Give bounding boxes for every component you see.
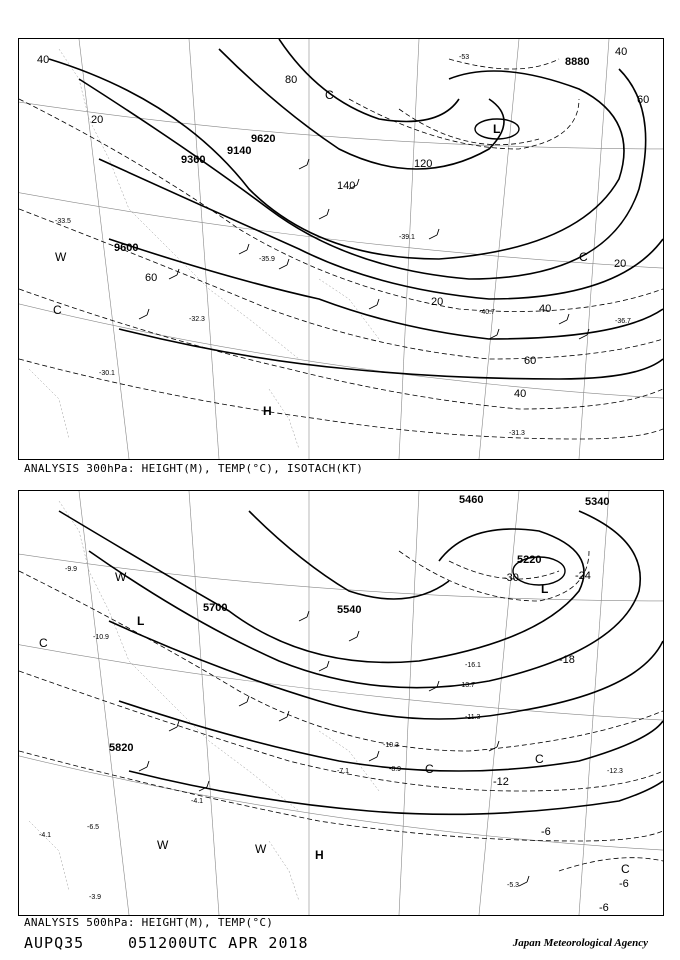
station-value-6: -7.1 <box>337 768 350 775</box>
temp-isotherms-500 <box>19 551 663 871</box>
caption-500hpa: ANALYSIS 500hPa: HEIGHT(M), TEMP(°C) <box>24 916 274 929</box>
temp-label-n18: -18 <box>559 654 575 666</box>
isotach-label-40b: 40 <box>539 303 552 315</box>
temp-label-n12: -12 <box>493 776 509 788</box>
cold-center-symbol-500a: C <box>425 762 434 776</box>
temp-label-n6a: -6 <box>541 826 551 838</box>
station-value-4: -12.3 <box>607 768 623 775</box>
isotach-label-60a: 60 <box>145 272 158 284</box>
temp-label-n6c: -6 <box>599 902 609 914</box>
temp-label-4: -40.7 <box>479 309 495 316</box>
map-500hpa-graphic <box>19 491 663 915</box>
low-center-symbol-300: L <box>493 122 501 136</box>
map-panel-500hpa <box>18 490 664 916</box>
caption-300hpa: ANALYSIS 300hPa: HEIGHT(M), TEMP(°C), ISOTACH(KT) <box>24 462 364 475</box>
station-value-5: -8.9 <box>389 766 402 773</box>
station-value-10: -6.5 <box>87 824 100 831</box>
graticule-500 <box>19 491 663 915</box>
height-label-9620: 9620 <box>251 133 276 145</box>
temp-label-3: -30.1 <box>99 370 115 377</box>
station-value-9: -9.9 <box>65 566 78 573</box>
height-label-9600: 9600 <box>114 242 139 254</box>
warm-center-symbol-300: W <box>55 250 67 264</box>
temp-label-2: -32.3 <box>189 316 205 323</box>
station-value-3: -10.3 <box>383 742 399 749</box>
isotach-label-20a: 20 <box>91 114 104 126</box>
temp-label-0: -33.5 <box>55 218 71 225</box>
cold-center-symbol-500c: C <box>621 862 630 876</box>
warm-center-symbol-500b: W <box>255 842 267 856</box>
temp-label-n30: -30 <box>503 572 519 584</box>
height-label-9360: 9360 <box>181 154 206 166</box>
chart-code: AUPQ35 <box>24 934 85 952</box>
station-value-13: -10.9 <box>93 634 109 641</box>
station-value-1: -16.1 <box>465 662 481 669</box>
cold-center-symbol-300c: C <box>325 88 334 102</box>
height-label-5820: 5820 <box>109 742 134 754</box>
map-300hpa-graphic <box>19 39 663 459</box>
wind-barbs-300 <box>139 159 589 339</box>
temp-label-n24: -24 <box>575 570 591 582</box>
station-value-11: -3.9 <box>89 894 102 901</box>
height-label-9140: 9140 <box>227 145 252 157</box>
agency-credit: Japan Meteorological Agency <box>512 937 648 949</box>
isotach-label-140: 140 <box>337 180 356 192</box>
height-label-8880: 8880 <box>565 56 590 68</box>
height-label-5540: 5540 <box>337 604 362 616</box>
isotach-label-40a: 40 <box>37 54 50 66</box>
isotach-label-60b: 60 <box>524 355 537 367</box>
station-value-7: -5.3 <box>507 882 520 889</box>
temp-label-1: -35.9 <box>259 256 275 263</box>
isotach-label-60c: 60 <box>637 94 650 106</box>
isotach-label-120: 120 <box>414 158 433 170</box>
low-center-symbol-500a: L <box>137 614 145 628</box>
isotach-label-40d: 40 <box>615 46 628 58</box>
cold-center-symbol-300: C <box>579 250 588 264</box>
temp-label-n6b: -6 <box>619 878 629 890</box>
warm-center-symbol-500c: W <box>115 570 127 584</box>
warm-center-symbol-500a: W <box>157 838 169 852</box>
temp-label-8: -53 <box>459 54 470 61</box>
station-value-8: -4.1 <box>191 798 204 805</box>
height-contours-300 <box>49 39 663 379</box>
high-center-symbol-500: H <box>315 848 324 862</box>
valid-time: 051200UTC APR 2018 <box>128 934 309 952</box>
height-label-5700: 5700 <box>203 602 228 614</box>
map-panel-300hpa <box>18 38 664 460</box>
isotach-label-40c: 40 <box>514 388 527 400</box>
temp-label-5: -36.7 <box>615 318 631 325</box>
wind-barbs-500 <box>139 611 529 886</box>
station-value-12: -4.1 <box>39 832 52 839</box>
height-label-5340: 5340 <box>585 496 610 508</box>
station-value-0: -13.7 <box>459 682 475 689</box>
cold-center-symbol-500d: C <box>39 636 48 650</box>
cold-center-symbol-500b: C <box>535 752 544 766</box>
isotach-label-20b: 20 <box>431 296 444 308</box>
low-center-symbol-500b: L <box>541 582 549 596</box>
isotach-label-20c: 20 <box>614 258 627 270</box>
height-label-5220: 5220 <box>517 554 542 566</box>
high-center-symbol-300: H <box>263 404 272 418</box>
isotach-label-80: 80 <box>285 74 298 86</box>
temp-label-6: -31.3 <box>509 430 525 437</box>
station-value-2: -11.3 <box>465 714 481 721</box>
temp-label-7: -39.1 <box>399 234 415 241</box>
cold-center-symbol-300b: C <box>53 303 62 317</box>
height-label-5460: 5460 <box>459 494 484 506</box>
